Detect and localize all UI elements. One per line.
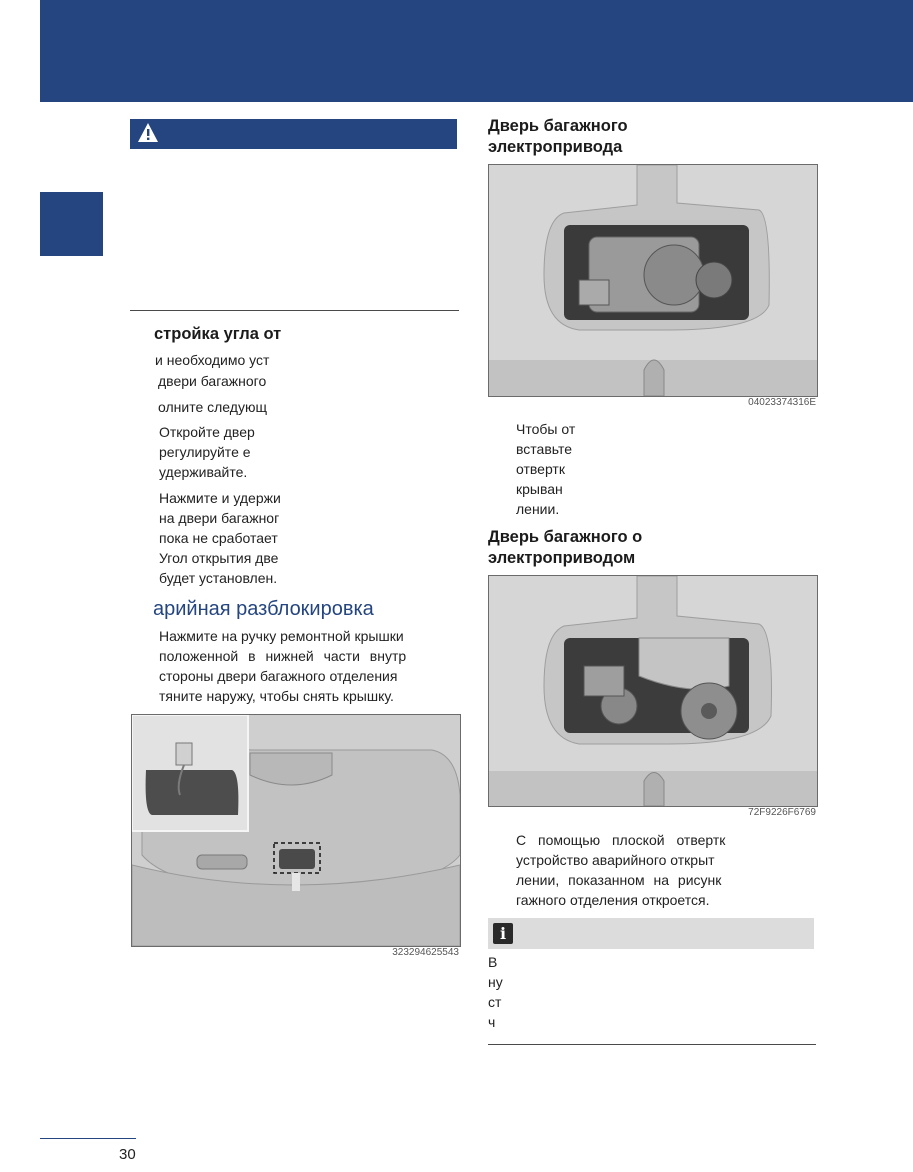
para2-line: гажного отделения откроется. (516, 892, 710, 908)
heading-power-tailgate: электропривода (488, 138, 623, 156)
emergency-heading: арийная разблокировка (153, 598, 374, 620)
step2-line: Угол открытия две (159, 550, 279, 566)
info-line: В (488, 954, 498, 970)
para2-line: устройство аварийного открыт (516, 852, 715, 868)
figure-caption: 323294625543 (392, 947, 459, 958)
chapter-tab (40, 192, 103, 256)
heading-manual-tailgate: электроприводом (488, 549, 636, 567)
para1-line: лении. (516, 501, 560, 517)
intro-line: и необходимо уст (155, 352, 270, 368)
info-line: ну (488, 974, 503, 990)
para1-line: крыван (516, 481, 563, 497)
para1-line: отвертк (516, 461, 565, 477)
para2-line: лении, показанном на рисунк (516, 872, 722, 888)
step2-line: пока не сработает (159, 530, 278, 546)
emergency-line: тяните наружу, чтобы снять крышку. (159, 688, 394, 704)
step2-line: Нажмите и удержи (159, 490, 281, 506)
warning-triangle-icon (137, 122, 159, 144)
figure-caption: 72F9226F6769 (748, 807, 816, 818)
step1-line: Откройте двер (159, 424, 255, 440)
section-heading: стройка угла от (154, 325, 282, 343)
info-bar (488, 918, 814, 949)
info-end-rule (488, 1044, 816, 1045)
para1-line: вставьте (516, 441, 572, 457)
info-line: ч (488, 1014, 496, 1030)
heading-manual-tailgate: Дверь багажного о (488, 528, 643, 546)
step2-line: будет установлен. (159, 570, 278, 586)
para2-line: С помощью плоской отвертк (516, 832, 726, 848)
emergency-line: стороны двери багажного отделения (159, 668, 398, 684)
step2-line: на двери багажног (159, 510, 280, 526)
heading-power-tailgate: Дверь багажного (488, 117, 628, 135)
step1-line: удерживайте. (159, 464, 248, 480)
emergency-line: положенной в нижней части внутр (159, 648, 407, 664)
info-icon: i (493, 923, 513, 944)
instruction-line: олните следующ (158, 399, 267, 415)
warning-bar (130, 119, 457, 149)
para1-line: Чтобы от (516, 421, 576, 437)
page-number: 30 (119, 1146, 136, 1163)
emergency-line: Нажмите на ручку ремонтной крышки (159, 628, 404, 644)
figure-caption: 04023374316E (748, 397, 816, 408)
warning-end-rule (130, 310, 459, 311)
step1-line: регулируйте е (159, 444, 251, 460)
info-line: ст (488, 994, 502, 1010)
header-band (40, 0, 913, 102)
tailgate-cover-figure (131, 714, 461, 947)
tailgate-latch-figure (488, 575, 818, 807)
tailgate-mechanism-figure (488, 164, 818, 397)
footer-rule (40, 1138, 136, 1139)
intro-line: двери багажного (158, 373, 267, 389)
